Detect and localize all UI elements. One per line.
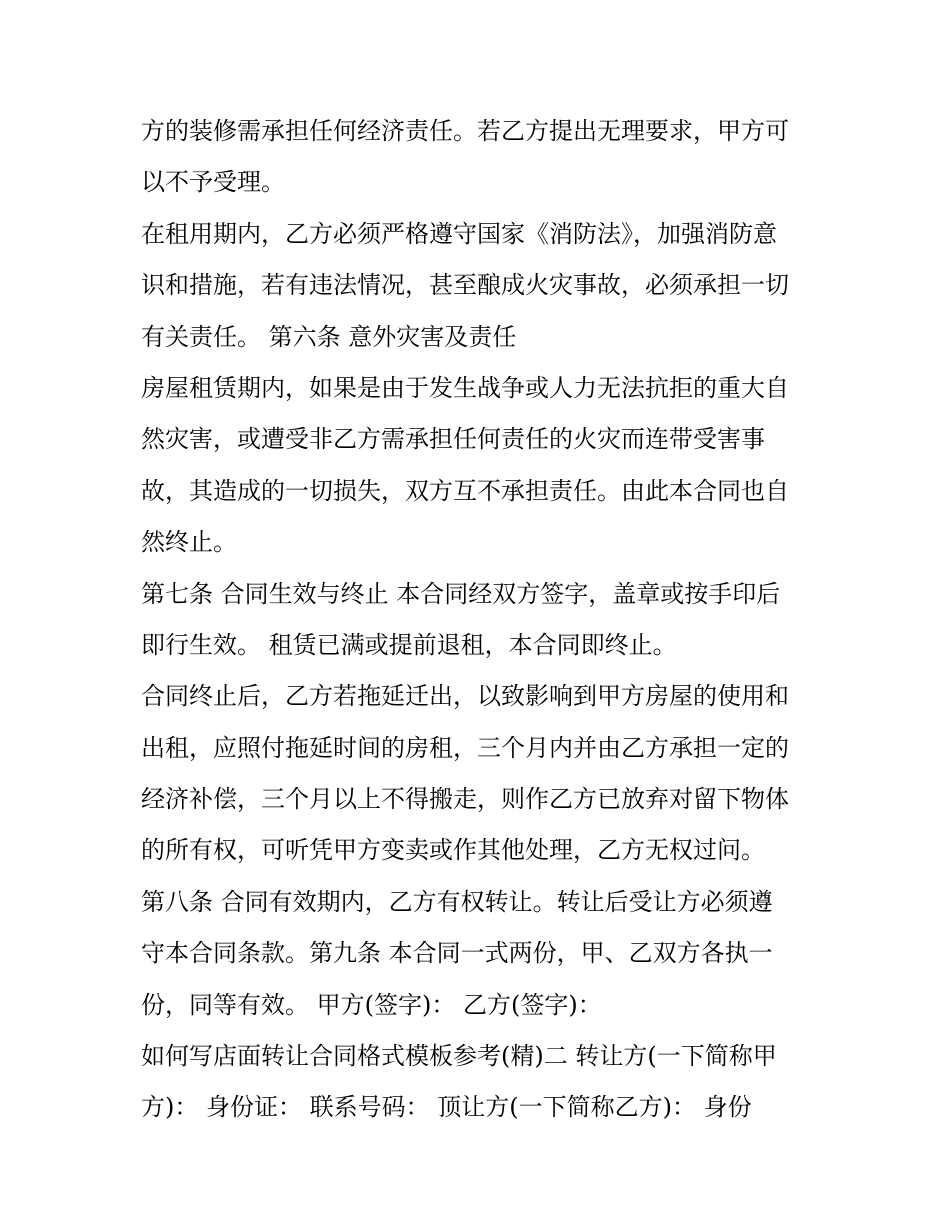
text-line: 然灾害，或遭受非乙方需承担任何责任的火灾而连带受害事 <box>141 425 765 454</box>
text-line: 出租，应照付拖延时间的房租，三个月内并由乙方承担一定的 <box>141 733 789 762</box>
text-line: 方)： 身份证： 联系号码： 顶让方(一下简称乙方)： 身份 <box>141 1093 752 1122</box>
text-line: 识和措施，若有违法情况，甚至酿成火灾事故，必须承担一切 <box>141 271 789 300</box>
text-line: 在租用期内，乙方必须严格遵守国家《消防法》，加强消防意 <box>141 219 777 248</box>
text-line: 故，其造成的一切损失，双方互不承担责任。由此本合同也自 <box>141 476 789 505</box>
text-line: 房屋租赁期内，如果是由于发生战争或人力无法抗拒的重大自 <box>141 373 789 402</box>
text-line: 的所有权，可听凭甲方变卖或作其他处理，乙方无权过问。 <box>141 836 765 865</box>
text-line: 以不予受理。 <box>141 168 285 197</box>
text-line: 份，同等有效。 甲方(签字)： 乙方(签字)： <box>141 990 602 1019</box>
text-line: 有关责任。 第六条 意外灾害及责任 <box>141 322 517 351</box>
document-body <box>141 106 821 1134</box>
text-line: 第七条 合同生效与终止 本合同经双方签字，盖章或按手印后 <box>141 579 781 608</box>
text-line: 即行生效。 租赁已满或提前退租，本合同即终止。 <box>141 630 677 659</box>
text-line: 守本合同条款。第九条 本合同一式两份，甲、乙双方各执一 <box>141 939 773 968</box>
text-line: 第八条 合同有效期内，乙方有权转让。转让后受让方必须遵 <box>141 887 773 916</box>
text-line: 经济补偿，三个月以上不得搬走，则作乙方已放弃对留下物体 <box>141 785 789 814</box>
text-line: 方的装修需承担任何经济责任。若乙方提出无理要求，甲方可 <box>141 117 789 145</box>
text-line: 然终止。 <box>141 528 237 557</box>
text-line: 合同终止后，乙方若拖延迁出，以致影响到甲方房屋的使用和 <box>141 682 789 711</box>
text-line: 如何写店面转让合同格式模板参考(精)二 转让方(一下简称甲 <box>141 1042 777 1071</box>
